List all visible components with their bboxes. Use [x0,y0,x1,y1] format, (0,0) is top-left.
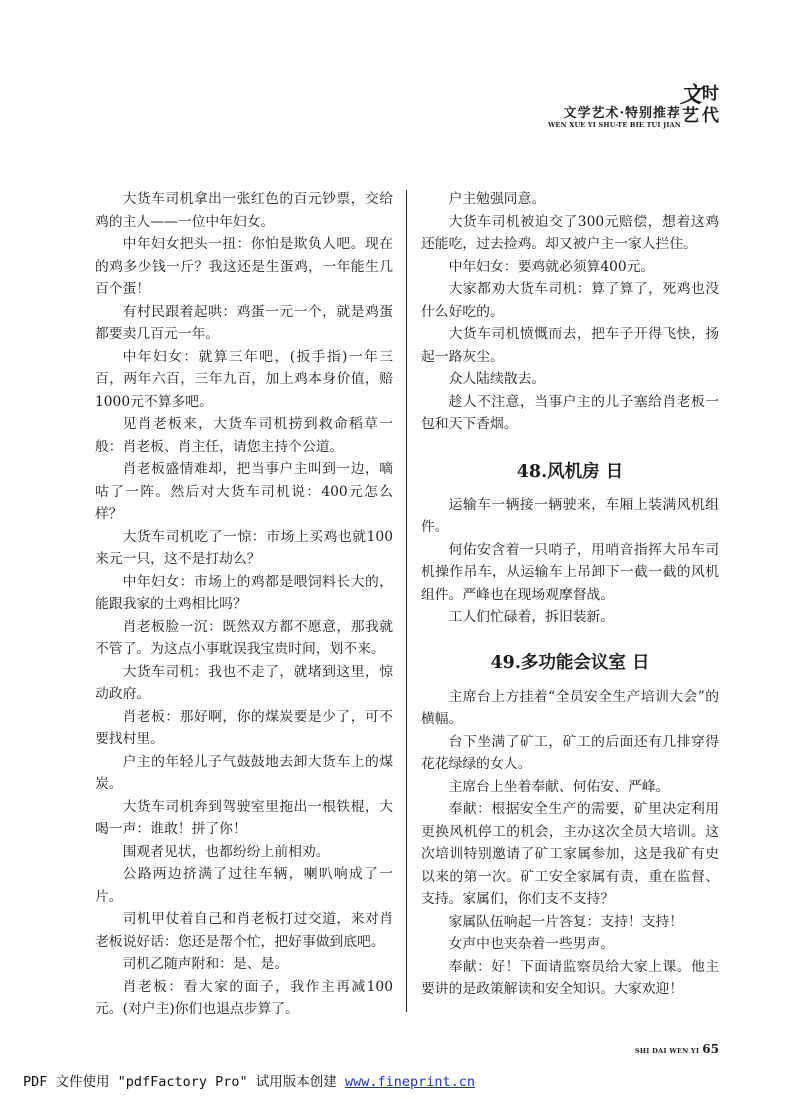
paragraph: 中年妇女：就算三年吧，(扳手指)一年三百，两年六百，三年九百，加上鸡本身价值，赔1000元不算多吧。 [95,348,393,410]
paragraph: 肖老板盛情难却，把当事户主叫到一边，嘀咕了一阵。然后对大货车司机说：400元怎么样？ [95,461,393,522]
paragraph: 奉献：根据安全生产的需要，矿里决定利用更换风机停工的机会，主办这次全员大培训。这次培训特别邀请了矿工家属参加，这是我矿有史以来的第一次。矿工安全家属有责，重在监督、支持。家属们，你们支不支持？ [421,801,719,907]
section-title: 文学艺术·特别推荐 [563,106,681,121]
paragraph: 家属队伍响起一片答复：支持！支持！ [448,913,684,930]
paragraph: 有村民跟着起哄：鸡蛋一元一个，就是鸡蛋都要卖几百元一年。 [95,303,393,342]
paragraph: 见肖老板来，大货车司机捞到救命稻草一般：肖老板、肖主任，请您主持个公道。 [95,416,393,455]
paragraph: 趁人不注意，当事户主的儿子塞给肖老板一包和天下香烟。 [421,393,719,432]
magazine-name: SHI DAI WEN YI [634,1047,700,1055]
paragraph: 何佑安含着一只哨子，用哨音指挥大吊车司机操作吊车，从运输车上吊卸下一截一截的风机组件。严峰也在现场观摩督战。 [421,541,719,603]
paragraph: 中年妇女：市场上的鸡都是喂饲料长大的，能跟我家的土鸡相比吗？ [95,573,393,612]
logo-char-2: 时 [702,84,719,104]
paragraph: 肖老板：那好啊，你的煤炭要是少了，可不要找村里。 [95,708,393,747]
paragraph: 肖老板脸一沉：既然双方都不愿意，那我就不管了。为这点小事耽误我宝贵时间，划不来。 [95,618,393,657]
paragraph: 主席台上方挂着“全员安全生产培训大会”的横幅。 [421,688,719,727]
column-divider [406,190,407,1012]
right-column [421,188,719,1001]
paragraph: 台下坐满了矿工，矿工的后面还有几排穿得花花绿绿的女人。 [421,733,719,772]
page-footer [635,1038,719,1057]
paragraph: 户主勉强同意。 [448,191,546,207]
logo-char-4: 代 [702,106,719,126]
paragraph: 大货车司机：我也不走了，就堵到这里，惊动政府。 [95,663,393,702]
paragraph: 女声中也夹杂着一些男声。 [448,936,615,952]
paragraph: 大家都劝大货车司机：算了算了，死鸡也没什么好吃的。 [421,281,719,320]
paragraph: 中年妇女把头一扭：你怕是欺负人吧。现在的鸡多少钱一斤？我这还是生蛋鸡，一年能生几百个蛋！ [95,236,393,297]
pdf-notice-text: PDF 文件使用 "pdfFactory Pro" 试用版本创建 [23,1074,345,1090]
logo-char-1: 文 [680,82,703,108]
paragraph: 众人陆续散去。 [448,371,546,387]
paragraph: 主席台上坐着奉献、何佑安、严峰。 [448,778,670,795]
paragraph: 肖老板：看大家的面子，我作主再减100元。(对户主)你们也退点步算了。 [95,978,393,1017]
paragraph: 工人们忙碌着，拆旧装新。 [448,609,615,625]
paragraph: 大货车司机被迫交了300元赔偿，想着这鸡还能吃，过去捡鸡。却又被户主一家人拦住。 [421,213,719,252]
pdf-creator-notice [23,1070,475,1090]
scene-heading-49: 49.多功能会议室 日 [490,652,650,673]
paragraph: 大货车司机吃了一惊：市场上买鸡也就100来元一只，这不是打劫么？ [95,528,393,567]
paragraph: 奉献：好！下面请监察员给大家上课。他主要讲的是政策解读和安全知识。大家欢迎！ [421,958,719,997]
paragraph: 司机甲仗着自己和肖老板打过交道，来对肖老板说好话：您还是帮个忙，把好事做到底吧。 [95,911,393,950]
logo-char-3: 艺 [682,106,699,126]
left-column [95,188,393,1021]
fineprint-link[interactable]: www.fineprint.cn [344,1074,475,1090]
paragraph: 大货车司机拿出一张红色的百元钞票，交给鸡的主人——一位中年妇女。 [95,191,393,230]
paragraph: 户主的年轻儿子气鼓鼓地去卸大货车上的煤炭。 [95,753,393,792]
section-subtitle: WEN XUE YI SHU-TE BIE TUI JIAN [547,121,681,129]
magazine-logo [680,82,724,130]
paragraph: 大货车司机奔到驾驶室里拖出一根铁棍，大喝一声：谁敢！拼了你！ [95,798,393,837]
paragraph: 围观者见状，也都纷纷上前相劝。 [122,843,330,860]
paragraph: 司机乙随声附和：是、是。 [122,956,289,972]
page-number: 65 [702,1042,719,1056]
page-header [0,82,812,136]
scene-heading-48: 48.风机房 日 [516,461,624,482]
paragraph: 中年妇女：要鸡就必须算400元。 [448,258,655,275]
paragraph: 公路两边挤满了过往车辆，喇叭响成了一片。 [95,866,393,905]
paragraph: 大货车司机愤慨而去，把车子开得飞快，扬起一路灰尘。 [421,326,719,365]
paragraph: 运输车一辆接一辆驶来，车厢上装满风机组件。 [421,496,719,535]
